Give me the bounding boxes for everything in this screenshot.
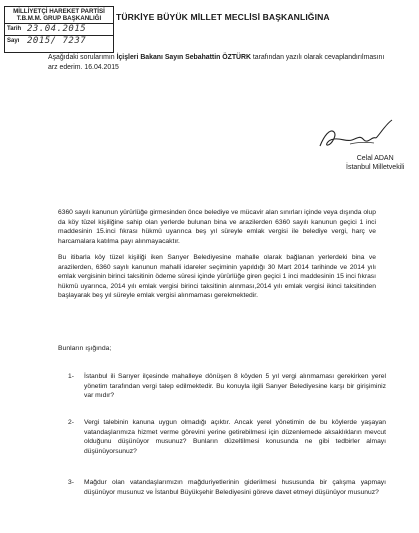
stamp-number-value: 2015/ 7237 bbox=[27, 36, 87, 46]
question-text: Mağdur olan vatandaşlarımızın mağduriyetlerinin giderilmesi hususunda bir çalışma yapmayı düşünüyor musunuz ve İstanbul Büyükşehir Belediyesini göreve davet etmeyi düşünüyor musunuz? bbox=[84, 479, 386, 496]
stamp-date-label: Tarih bbox=[7, 26, 22, 32]
party-stamp bbox=[4, 6, 114, 53]
question-number: 3- bbox=[68, 479, 74, 486]
intro-text-before: Aşağıdaki sorularımın bbox=[48, 54, 117, 61]
question-number: 2- bbox=[68, 419, 74, 426]
questions-intro: Bunların ışığında; bbox=[58, 345, 112, 352]
body-paragraph-1: 6360 sayılı kanunun yürürlüğe girmesinden önce belediye ve mücavir alan sınırları içinde veya dışında olup da köy tüzel kişiliğine sahip olan yerlerde bulunan bina ve arazilerden 6360 sayılı kanunun geçici 1 inci maddesinin 15.inci fıkrası hükmü uyarınca beş yıl süreyle emlak vergisi ile belediye vergi, harç ve harcamalara katılma payı alınmayacaktır. bbox=[58, 209, 376, 245]
question-text: İstanbul ili Sarıyer ilçesinde mahalleye dönüşen 8 köyden 5 yıl vergi alınmaması gerekirken yerel yönetim tarafından vergi talep edilmektedir. Bu konuyla ilgili Sarıyer Belediyesine karşı bir girişiminiz var mıdır? bbox=[84, 373, 386, 400]
question-text: Vergi talebinin kanuna uygun olmadığı açıktır. Ancak yerel yönetimin de bu köylerde yaşayan vatandaşlarımıza hizmet verme görevini yerine getirebilmesi için düzenlemede aksaklıkların mevcut olduğunu düşünüyor musunuz? Bunların düzeltilmesi konusunda ne gibi tedbirler almayı düşünüyorsunuz? bbox=[84, 419, 386, 455]
question-number: 1- bbox=[68, 373, 74, 380]
body-paragraph-2: Bu itibarla köy tüzel kişiliği iken Sarıyer Belediyesine mahalle olarak bağlanan yerlerdeki bina ve arazilerden, 6360 sayılı kanunun mahalli idareler seçiminin yapıldığı 30 Mart 2014 tarihinde ve 2014 yılı emlak vergisinin birinci taksitinin ödeme süresi içinde yürürlüğe giren geçici 1 inci maddesinin 15 inci fıkrası hükmü uyarınca, 2014 yılı emlak vergisi birinci taksitinin alınması,2014 yılı emlak vergisi ikinci taksitinden başlayarak beş yıl süreyle emlak vergisi alınmaması gerekmektedir. bbox=[58, 254, 376, 300]
signatory-title: İstanbul Milletvekili bbox=[346, 164, 405, 171]
intro-text-after: tarafından yazılı olarak cevaplandırılmasını arz ederim. 16.04.2015 bbox=[48, 54, 385, 71]
stamp-date-row bbox=[5, 23, 113, 34]
intro-paragraph bbox=[48, 53, 388, 73]
question-item bbox=[68, 478, 386, 497]
signatory-name: Celal ADAN bbox=[356, 155, 394, 162]
stamp-date-value: 23.04.2015 bbox=[27, 24, 87, 34]
stamp-number-row bbox=[5, 35, 113, 46]
handwritten-signature bbox=[316, 118, 396, 152]
signatory-block bbox=[346, 154, 404, 172]
stamp-line-1: MİLLİYETÇİ HAREKET PARTİSİ bbox=[13, 8, 105, 15]
question-item bbox=[68, 418, 386, 456]
stamp-line-2: T.B.M.M. GRUP BAŞKANLIĞI bbox=[16, 15, 102, 22]
stamp-header bbox=[5, 7, 113, 22]
intro-minister-name: İçişleri Bakanı Sayın Sebahattin ÖZTÜRK bbox=[116, 54, 251, 61]
question-item bbox=[68, 372, 386, 401]
document-title: TÜRKİYE BÜYÜK MİLLET MECLİSİ BAŞKANLIĞINA bbox=[116, 12, 330, 22]
stamp-number-label: Sayı bbox=[7, 38, 20, 44]
